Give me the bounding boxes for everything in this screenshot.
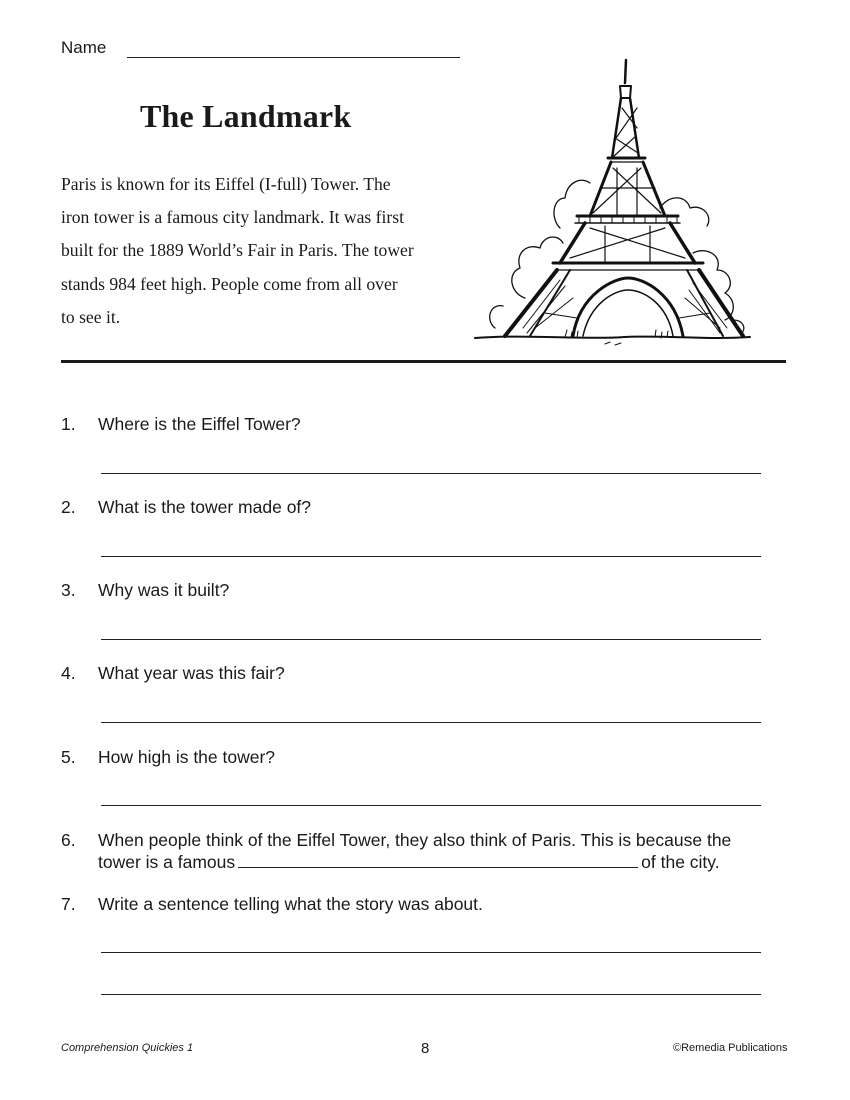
footer-copyright: ©Remedia Publications: [673, 1042, 788, 1054]
question-number: 2.: [61, 497, 76, 517]
question-text: Write a sentence telling what the story was about.: [98, 894, 483, 914]
question-text: [98, 829, 731, 873]
section-divider: [61, 360, 786, 363]
answer-line-3[interactable]: [101, 639, 761, 640]
passage-line: Paris is known for its Eiffel (I-full) Tower. The: [61, 174, 391, 194]
footer-book-title: Comprehension Quickies 1: [61, 1042, 194, 1054]
eiffel-tower-icon: [465, 58, 755, 350]
question-number: 1.: [61, 414, 76, 434]
page-title: The Landmark: [140, 98, 352, 134]
answer-line-1[interactable]: [101, 473, 761, 474]
answer-line-2[interactable]: [101, 556, 761, 557]
question-text-after-blank: of the city.: [641, 852, 720, 872]
question-text: What year was this fair?: [98, 663, 285, 683]
question-number: 6.: [61, 830, 76, 850]
question-text: How high is the tower?: [98, 747, 276, 767]
answer-line-7a[interactable]: [101, 952, 761, 953]
name-label: Name: [61, 38, 107, 57]
question-number: 3.: [61, 580, 76, 600]
question-text: Where is the Eiffel Tower?: [98, 414, 301, 434]
question-text: What is the tower made of?: [98, 497, 312, 517]
answer-line-5[interactable]: [101, 805, 761, 806]
question-number: 5.: [61, 747, 76, 767]
page-number: 8: [421, 1040, 430, 1057]
name-field[interactable]: [127, 57, 460, 58]
passage-line: stands 984 feet high. People come from all over: [61, 273, 398, 294]
passage-line: iron tower is a famous city landmark. It was first: [61, 207, 404, 228]
question-number: 7.: [61, 894, 76, 914]
fill-in-blank[interactable]: [238, 852, 638, 868]
question-text-line: When people think of the Eiffel Tower, they also think of Paris. This is because the: [98, 830, 732, 850]
passage-line: built for the 1889 World’s Fair in Paris. The tower: [61, 240, 414, 261]
question-text-before-blank: tower is a famous: [98, 852, 236, 872]
question-number: 4.: [61, 663, 76, 683]
answer-line-4[interactable]: [101, 722, 761, 723]
reading-passage: [61, 168, 447, 334]
passage-line: to see it.: [61, 306, 121, 327]
question-text: Why was it built?: [98, 580, 230, 600]
answer-line-7b[interactable]: [101, 994, 761, 995]
